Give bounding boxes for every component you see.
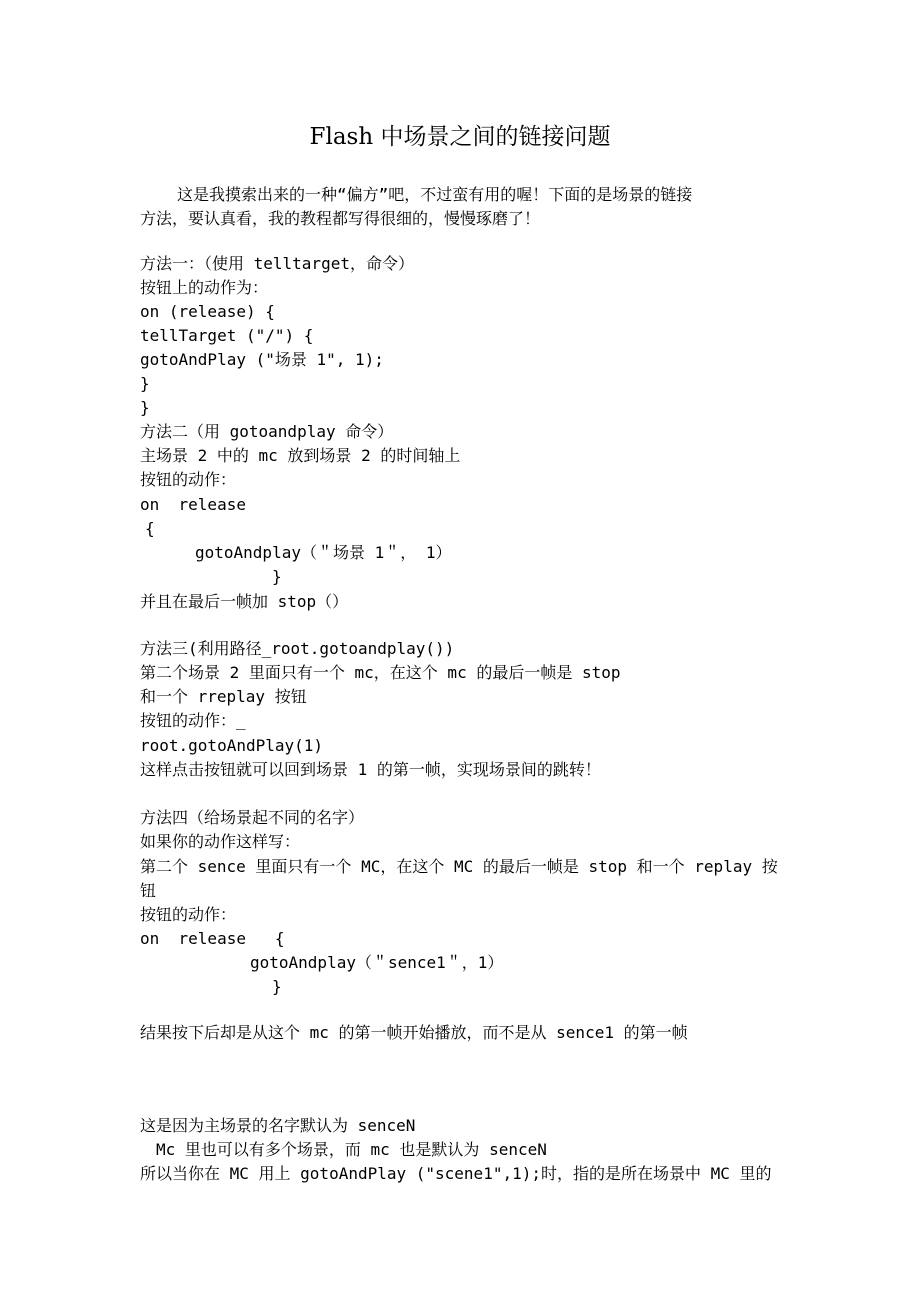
paragraph-intro-line-1: 这是我摸索出来的一种“偏方”吧，不过蛮有用的喔！下面的是场景的链接 [177, 185, 693, 204]
method-4-line: 如果你的动作这样写： [140, 832, 301, 851]
method-4-code-line: gotoAndplay（＂sence1＂，1） [250, 953, 504, 972]
method-2-code-line: on release [140, 495, 246, 514]
result-line: 结果按下后却是从这个 mc 的第一帧开始播放，而不是从 sence1 的第一帧 [140, 1023, 688, 1042]
method-3-heading: 方法三(利用路径_root.gotoandplay()) [140, 639, 455, 658]
method-1-code-line: tellTarget ("/") { [140, 326, 314, 345]
paragraph-intro-line-2: 方法，要认真看，我的教程都写得很细的，慢慢琢磨了！ [140, 209, 541, 228]
method-2-code-line: { [145, 519, 155, 538]
method-2-line: 主场景 2 中的 mc 放到场景 2 的时间轴上 [140, 446, 461, 465]
method-1-code-line: on (release) { [140, 302, 275, 321]
method-4-code-line: on release { [140, 929, 285, 948]
method-1-code-line: gotoAndPlay ("场景 1", 1); [140, 350, 384, 369]
method-3-line: 按钮的动作：_ [140, 711, 246, 730]
method-3-line: 第二个场景 2 里面只有一个 mc，在这个 mc 的最后一帧是 stop [140, 663, 621, 682]
method-1-code-line: } [140, 398, 150, 417]
method-2-code-line: gotoAndplay（＂场景 1＂， 1） [195, 543, 452, 562]
method-3-line: 和一个 rreplay 按钮 [140, 687, 307, 706]
method-2-code-line: } [272, 567, 282, 586]
method-4-code-line: } [272, 977, 282, 996]
method-1-heading: 方法一：（使用 telltarget，命令） [140, 254, 414, 273]
method-2-line: 并且在最后一帧加 stop（） [140, 592, 349, 611]
method-4-line: 钮 [140, 881, 157, 900]
method-1-line: 按钮上的动作为： [140, 278, 269, 297]
method-4-heading: 方法四（给场景起不同的名字） [140, 808, 365, 827]
method-4-line: 第二个 sence 里面只有一个 MC，在这个 MC 的最后一帧是 stop 和一个 replay 按 [140, 857, 778, 876]
method-4-line: 按钮的动作： [140, 905, 237, 924]
method-1-code-line: } [140, 374, 150, 393]
explanation-line: Mc 里也可以有多个场景，而 mc 也是默认为 senceN [156, 1140, 547, 1159]
explanation-line: 所以当你在 MC 用上 gotoAndPlay ("scene1",1);时，指的是所在场景中 MC 里的 [140, 1164, 772, 1183]
method-3-line: 这样点击按钮就可以回到场景 1 的第一帧，实现场景间的跳转！ [140, 760, 601, 779]
method-3-code-line: root.gotoAndPlay(1) [140, 736, 324, 755]
method-2-heading: 方法二（用 gotoandplay 命令） [140, 422, 394, 441]
method-2-line: 按钮的动作： [140, 470, 237, 489]
explanation-line: 这是因为主场景的名字默认为 senceN [140, 1116, 416, 1135]
document-title: Flash 中场景之间的链接问题 [309, 124, 611, 150]
